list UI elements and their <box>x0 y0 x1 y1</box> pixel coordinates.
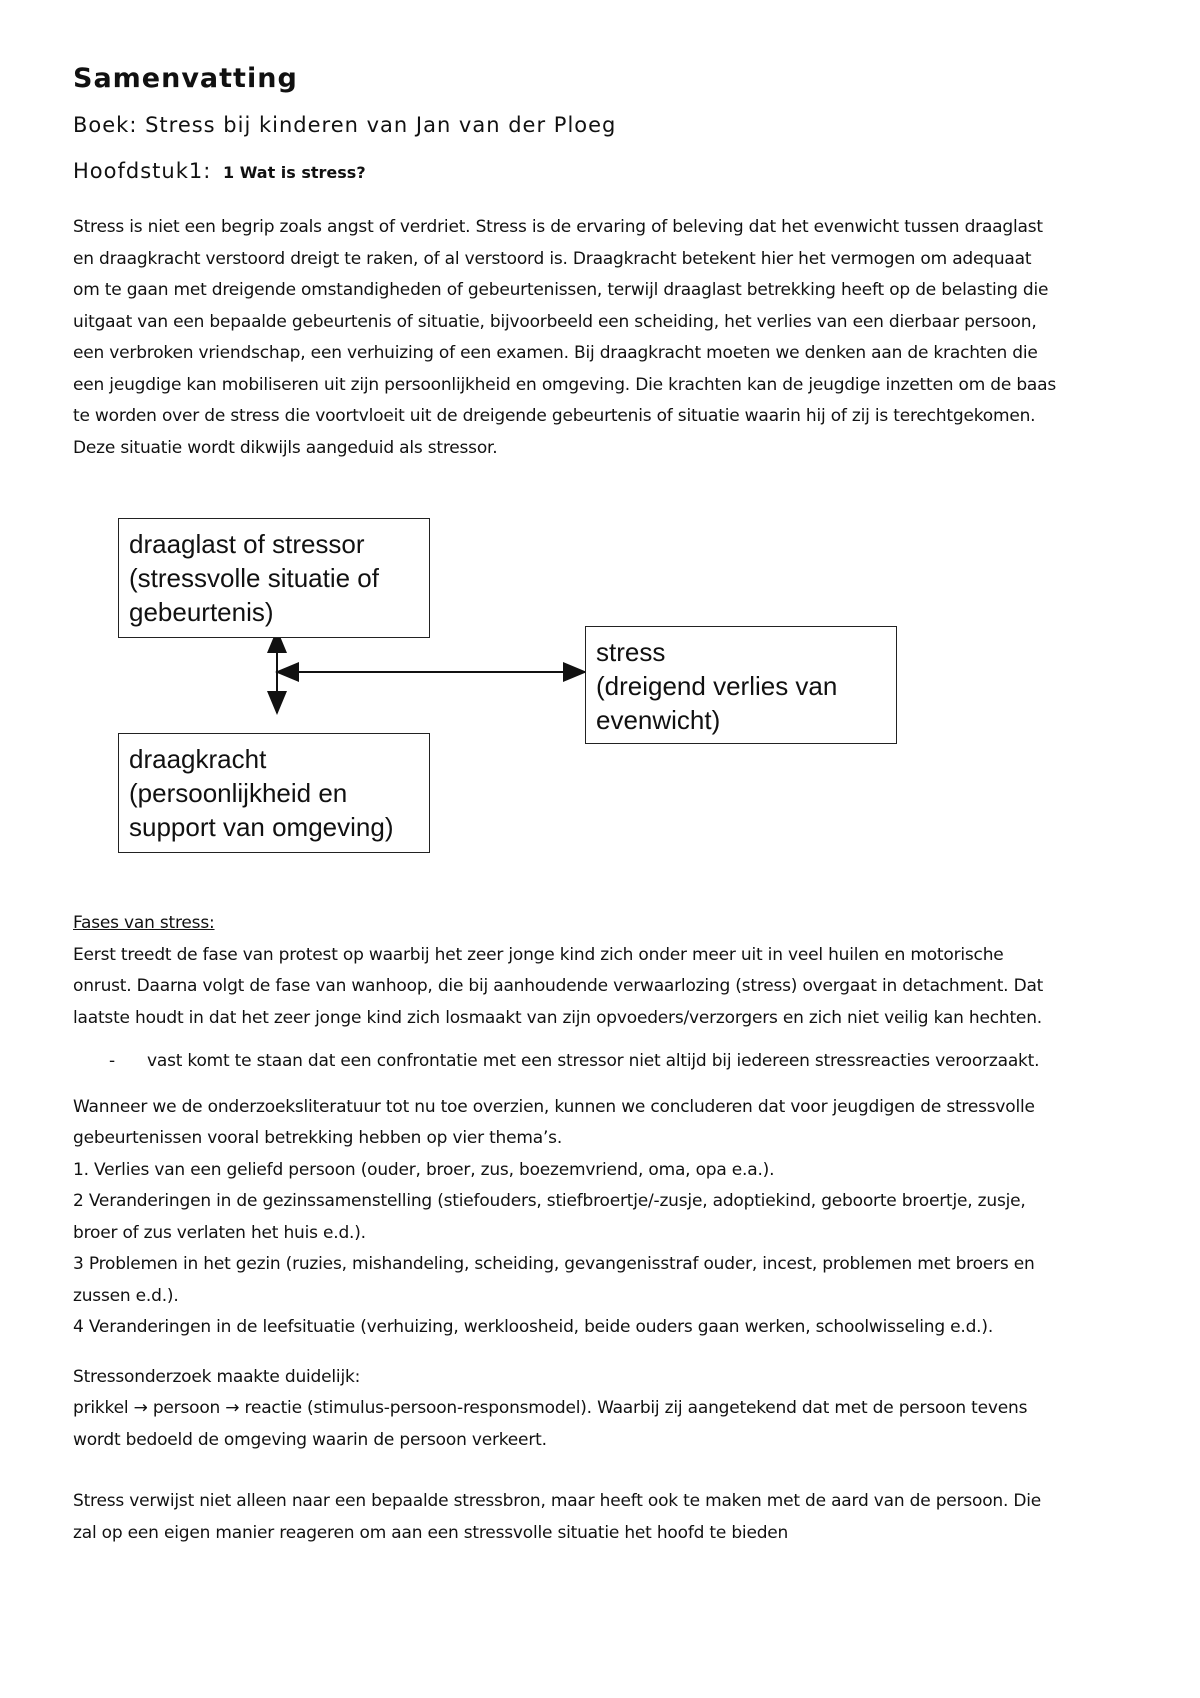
research-line: prikkel → persoon → reactie (stimulus-persoon-responsmodel). Waarbij zij aangetekend dat met de persoon tevens <box>73 1398 1028 1418</box>
chapter-label: Hoofdstuk1: <box>73 159 212 183</box>
research-line: Stressonderzoek maakte duidelijk: <box>73 1366 361 1387</box>
bullet-dash: - <box>109 1051 115 1071</box>
themes-line: 1. Verlies van een geliefd persoon (ouder, broer, zus, boezemvriend, oma, opa e.a.). <box>73 1159 775 1180</box>
chapter-name: 1 Wat is stress? <box>222 163 366 182</box>
draaglast-box <box>118 518 430 638</box>
themes-line: broer of zus verlaten het huis e.d.). <box>73 1222 366 1243</box>
research-section <box>73 1362 1133 1457</box>
research-line: wordt bedoeld de omgeving waarin de persoon verkeert. <box>73 1429 547 1450</box>
draagkracht-line: (persoonlijkheid en <box>129 778 348 808</box>
bullet-item <box>73 1046 1133 1078</box>
intro-line: uitgaat van een bepaalde gebeurtenis of situatie, bijvoorbeeld een scheiding, het verlies van een dierbaar persoon, <box>73 311 1037 332</box>
fases-line: Eerst treedt de fase van protest op waarbij het zeer jonge kind zich onder meer uit in veel huilen en motorische <box>73 944 1004 965</box>
fases-heading: Fases van stress: <box>73 913 215 933</box>
intro-line: en draagkracht verstoord dreigt te raken, of al verstoord is. Draagkracht betekent hier het vermogen om adequaat <box>73 248 1032 269</box>
bullet-text: vast komt te staan dat een confrontatie met een stressor niet altijd bij iedereen stressreacties veroorzaakt. <box>147 1051 1040 1071</box>
spacer <box>73 1456 1133 1486</box>
intro-line: te worden over de stress die voortvloeit uit de dreigende gebeurtenis of situatie waarin hij of zij is terechtgekomen. <box>73 406 1036 426</box>
closing-line: Stress verwijst niet alleen naar een bepaalde stressbron, maar heeft ook te maken met de aard van de persoon. Die <box>73 1491 1042 1511</box>
fases-line: onrust. Daarna volgt de fase van wanhoop, die bij aanhoudende verwaarlozing (stress) overgaat in detachment. Dat <box>73 976 1044 996</box>
intro-line: een jeugdige kan mobiliseren uit zijn persoonlijkheid en omgeving. Die krachten kan de jeugdige inzetten om de baas <box>73 374 1057 395</box>
document-title: Samenvatting <box>73 63 298 94</box>
book-title: Boek: Stress bij kinderen van Jan van der Ploeg <box>73 113 617 137</box>
draagkracht-line: support van omgeving) <box>129 812 394 842</box>
closing-line: zal op een eigen manier reageren om aan een stressvolle situatie het hoofd te bieden <box>73 1522 789 1543</box>
themes-line: Wanneer we de onderzoeksliteratuur tot nu toe overzien, kunnen we concluderen dat voor jeugdigen de stressvolle <box>73 1096 1035 1117</box>
intro-line: Deze situatie wordt dikwijls aangeduid als stressor. <box>73 437 498 458</box>
draaglast-line: draaglast of stressor <box>129 529 365 559</box>
chapter-heading <box>73 156 1133 188</box>
closing-section <box>73 1486 1133 1549</box>
intro-line: Stress is niet een begrip zoals angst of verdriet. Stress is de ervaring of beleving dat het evenwicht tussen draaglast <box>73 217 1043 237</box>
stress-diagram <box>73 500 1133 920</box>
intro-line: om te gaan met dreigende omstandigheden of gebeurtenissen, terwijl draaglast betrekking heeft op de belasting die <box>73 280 1049 300</box>
fases-section <box>73 908 1133 1078</box>
themes-line: 4 Veranderingen in de leefsituatie (verhuizing, werkloosheid, beide ouders gaan werken, schoolwisseling e.d.). <box>73 1317 994 1337</box>
fases-line: laatste houdt in dat het zeer jonge kind zich losmaakt van zijn opvoeders/verzorgers en zich niet veilig kan hechten. <box>73 1007 1042 1028</box>
themes-line: gebeurtenissen vooral betrekking hebben op vier thema’s. <box>73 1128 563 1148</box>
themes-line: zussen e.d.). <box>73 1285 179 1306</box>
stress-line: evenwicht) <box>596 705 721 735</box>
document-page <box>73 62 1133 1549</box>
themes-section <box>73 1092 1133 1344</box>
draagkracht-box <box>118 733 430 853</box>
draaglast-line: gebeurtenis) <box>129 597 274 627</box>
themes-line: 3 Problemen in het gezin (ruzies, mishandeling, scheiding, gevangenisstraf ouder, incest, problemen met broers en <box>73 1254 1035 1274</box>
draaglast-line: (stressvolle situatie of <box>129 563 379 593</box>
stress-line: (dreigend verlies van <box>596 671 838 701</box>
spacer <box>73 1344 1133 1362</box>
intro-paragraph <box>73 212 1133 464</box>
stress-line: stress <box>596 637 666 667</box>
stress-box <box>585 626 897 744</box>
intro-line: een verbroken vriendschap, een verhuizing of een examen. Bij draagkracht moeten we denken aan de krachten die <box>73 343 1038 363</box>
themes-line: 2 Veranderingen in de gezinssamenstelling (stiefouders, stiefbroertje/-zusje, adoptiekind, geboorte broertje, zusje, <box>73 1191 1026 1211</box>
draagkracht-line: draagkracht <box>129 744 267 774</box>
